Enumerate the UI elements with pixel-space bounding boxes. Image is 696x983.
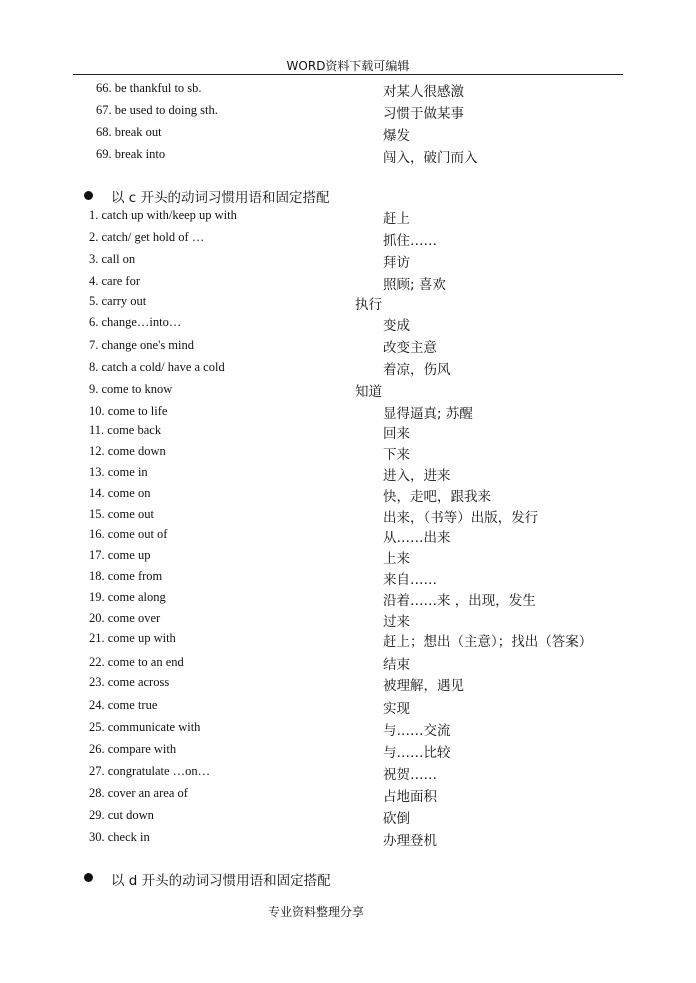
phrase-en: 19. come along: [89, 590, 166, 604]
phrase-zh: 砍倒: [383, 811, 410, 827]
phrase-zh: 下来: [383, 447, 410, 463]
phrase-en: 16. come out of: [89, 527, 168, 541]
phrase-zh: 出来，（书等）出版，发行: [383, 510, 539, 526]
phrase-en: 4. care for: [89, 274, 141, 288]
phrase-en: 67. be used to doing sth.: [96, 103, 218, 117]
phrase-en: 3. call on: [89, 252, 136, 266]
phrase-zh: 办理登机: [383, 833, 437, 849]
phrase-en: 9. come to know: [89, 382, 173, 396]
phrase-en: 69. break into: [96, 147, 166, 161]
phrase-en: 26. compare with: [89, 742, 177, 756]
phrase-en: 2. catch/ get hold of …: [89, 230, 205, 244]
phrase-en: 66. be thankful to sb.: [96, 81, 202, 95]
phrase-en: 24. come true: [89, 698, 158, 712]
phrase-zh: 着凉，伤风: [383, 362, 451, 378]
phrase-zh: 抓住……: [383, 233, 437, 249]
phrase-zh: 被理解，遇见: [383, 678, 464, 694]
phrase-en: 68. break out: [96, 125, 162, 139]
phrase-zh: 占地面积: [383, 789, 437, 805]
header-divider: [73, 74, 623, 75]
phrase-zh: 改变主意: [383, 340, 437, 356]
phrase-en: 8. catch a cold/ have a cold: [89, 360, 225, 374]
phrase-zh: 实现: [383, 701, 410, 717]
phrase-en: 22. come to an end: [89, 655, 184, 669]
phrase-zh: 沿着……来 ，出现，发生: [383, 593, 536, 609]
page-footer: 专业资料整理分享: [267, 905, 364, 919]
phrase-zh: 显得逼真; 苏醒: [383, 406, 473, 422]
phrase-zh: 拜访: [383, 255, 410, 271]
phrase-zh: 变成: [383, 318, 410, 334]
phrase-zh: 从……出来: [383, 530, 451, 546]
phrase-zh: 照顾; 喜欢: [383, 277, 446, 293]
phrase-en: 30. check in: [89, 830, 150, 844]
phrase-zh: 进入，进来: [383, 468, 451, 484]
section-d-title: 以 d 开头的动词习惯用语和固定搭配: [111, 873, 331, 889]
phrase-en: 5. carry out: [89, 294, 147, 308]
phrase-zh: 对某人很感激: [383, 84, 464, 100]
phrase-en: 14. come on: [89, 486, 151, 500]
phrase-zh: 上来: [383, 551, 410, 567]
phrase-zh: 与……交流: [383, 723, 451, 739]
phrase-en: 27. congratulate …on…: [89, 764, 211, 778]
bullet-icon: [84, 191, 93, 200]
phrase-en: 21. come up with: [89, 631, 176, 645]
phrase-en: 23. come across: [89, 675, 170, 689]
phrase-zh: 过来: [383, 614, 410, 630]
phrase-zh: 赶上；想出（主意）；找出（答案）: [383, 634, 593, 650]
phrase-zh: 习惯于做某事: [383, 106, 464, 122]
section-c-title: 以 c 开头的动词习惯用语和固定搭配: [111, 190, 330, 206]
phrase-zh: 知道: [355, 384, 382, 400]
phrase-en: 10. come to life: [89, 404, 168, 418]
phrase-zh: 回来: [383, 426, 410, 442]
phrase-en: 13. come in: [89, 465, 148, 479]
phrase-zh: 祝贺……: [383, 767, 437, 783]
phrase-zh: 赶上: [383, 211, 410, 227]
phrase-zh: 结束: [383, 657, 410, 673]
phrase-en: 15. come out: [89, 507, 154, 521]
phrase-en: 18. come from: [89, 569, 163, 583]
phrase-en: 12. come down: [89, 444, 166, 458]
phrase-zh: 爆发: [383, 128, 410, 144]
bullet-icon: [84, 873, 93, 882]
phrase-en: 11. come back: [89, 423, 162, 437]
phrase-zh: 快，走吧，跟我来: [383, 489, 491, 505]
phrase-en: 17. come up: [89, 548, 151, 562]
phrase-zh: 执行: [355, 297, 382, 313]
phrase-en: 7. change one's mind: [89, 338, 195, 352]
phrase-en: 25. communicate with: [89, 720, 201, 734]
phrase-zh: 来自……: [383, 572, 437, 588]
page-header: WORD资料下载可编辑: [286, 59, 410, 73]
phrase-zh: 与……比较: [383, 745, 451, 761]
phrase-zh: 闯入，破门而入: [383, 150, 478, 166]
phrase-en: 28. cover an area of: [89, 786, 188, 800]
phrase-en: 6. change…into…: [89, 315, 182, 329]
phrase-en: 20. come over: [89, 611, 161, 625]
phrase-en: 29. cut down: [89, 808, 154, 822]
phrase-en: 1. catch up with/keep up with: [89, 208, 237, 222]
